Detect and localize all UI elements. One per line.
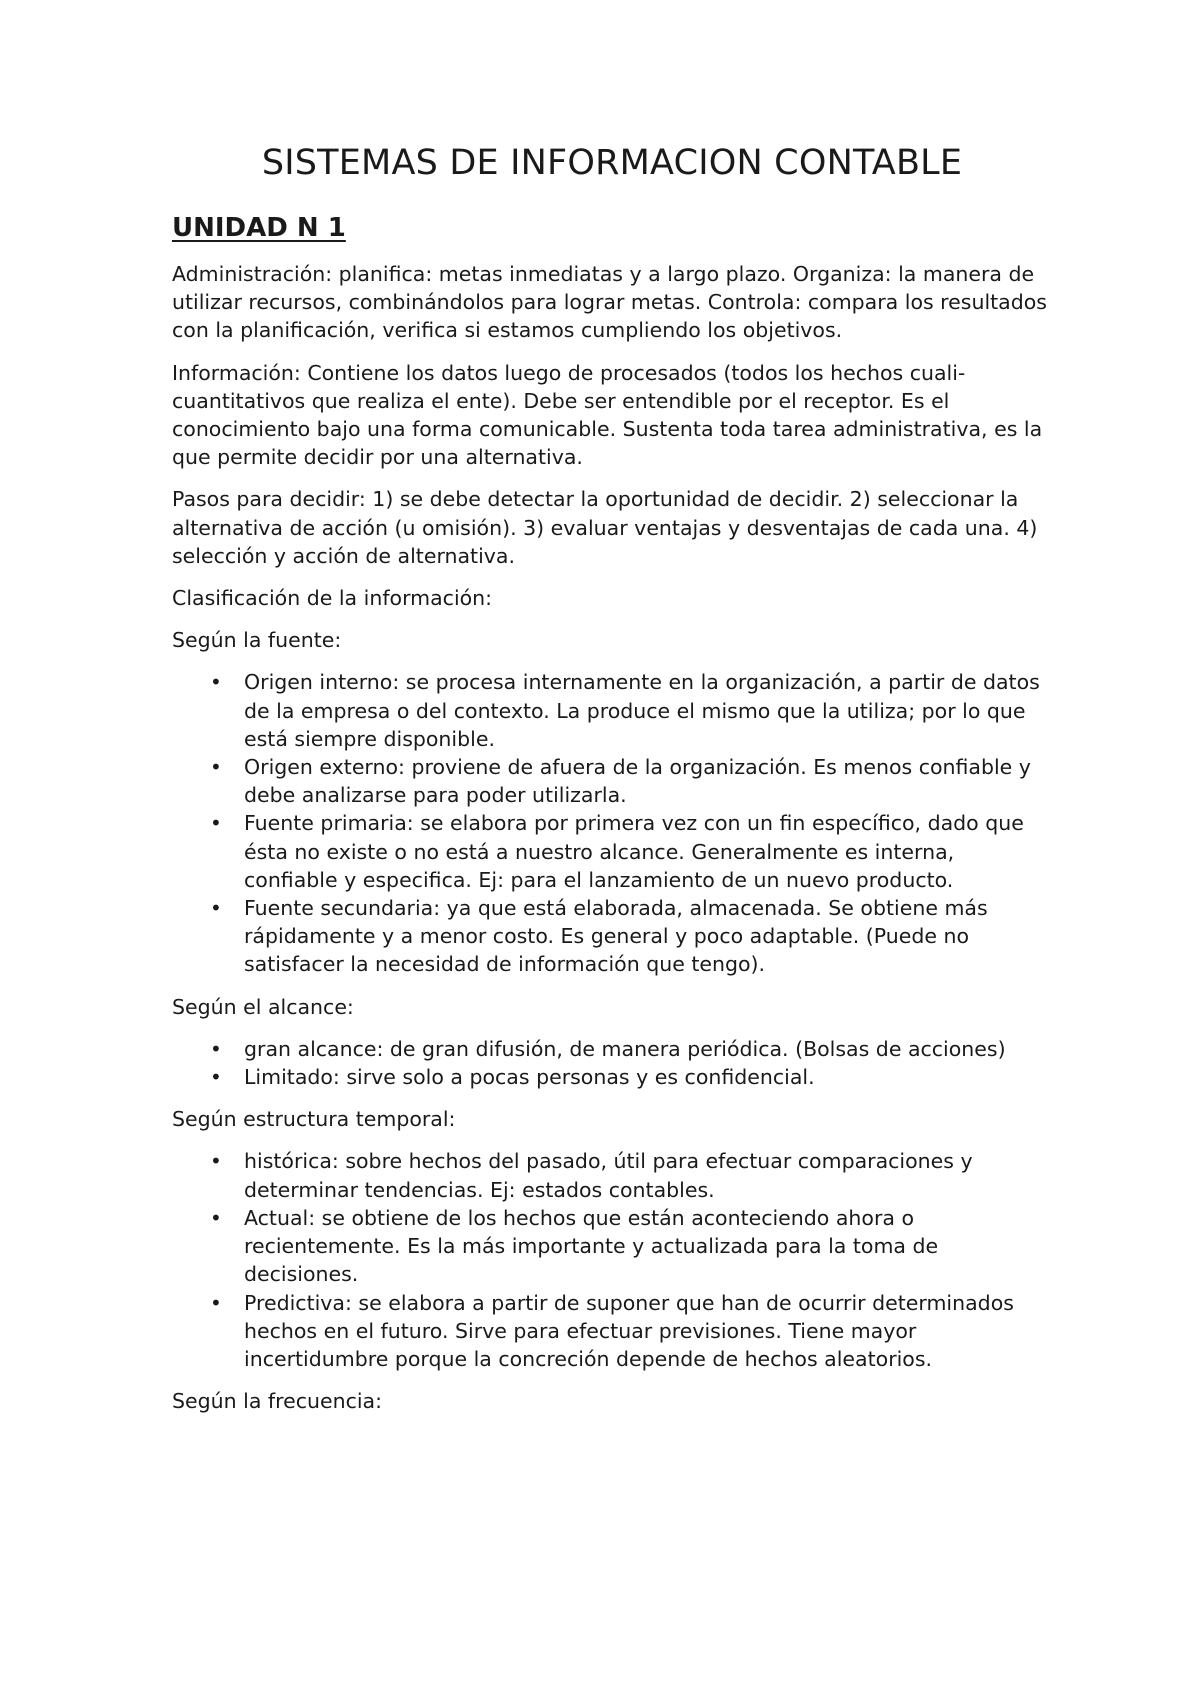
list-alcance xyxy=(172,1035,1052,1091)
bullet-icon: • xyxy=(210,1065,222,1090)
list-fuente xyxy=(172,668,1052,978)
list-item xyxy=(172,753,1052,809)
list-item xyxy=(172,1147,1052,1203)
paragraph-informacion: Información: Contiene los datos luego de procesados (todos los hechos cuali-cuantitativos que realiza el ente). Debe ser entendible por el receptor. Es el conocimiento bajo una forma comunicable. Sustenta toda tarea administrativa, es la que permite decidir por una alternativa. xyxy=(172,360,1043,470)
list-item-text: Predictiva: se elabora a partir de suponer que han de ocurrir determinados hechos en el futuro. Sirve para efectuar previsiones. Tiene mayor incertidumbre porque la concreción depende de hechos aleatorios. xyxy=(244,1290,1014,1371)
bullet-icon: • xyxy=(210,1149,222,1174)
list-item xyxy=(172,668,1052,753)
bullet-icon: • xyxy=(210,811,222,836)
subheading-segun-frecuencia: Según la frecuencia: xyxy=(172,1389,383,1414)
list-item xyxy=(172,1063,1052,1091)
bullet-icon: • xyxy=(210,896,222,921)
unit-heading: UNIDAD N 1 xyxy=(172,213,346,243)
bullet-icon: • xyxy=(210,1036,222,1061)
list-item xyxy=(172,894,1052,979)
paragraph-administracion: Administración: planifica: metas inmediatas y a largo plazo. Organiza: la manera de utilizar recursos, combinándolos para lograr metas. Controla: compara los resultados con la planificación, verifica si estamos cumpliendo los objetivos. xyxy=(172,262,1047,343)
list-item-text: Origen interno: se procesa internamente en la organización, a partir de datos de la empresa o del contexto. La produce el mismo que la utiliza; por lo que está siempre disponible. xyxy=(244,670,1040,751)
bullet-icon: • xyxy=(210,1205,222,1230)
list-temporal xyxy=(172,1147,1052,1373)
list-item xyxy=(172,1289,1052,1374)
subheading-segun-alcance: Según el alcance: xyxy=(172,994,354,1019)
list-item-text: Limitado: sirve solo a pocas personas y es confidencial. xyxy=(244,1065,815,1090)
bullet-icon: • xyxy=(210,1290,222,1315)
paragraph-pasos: Pasos para decidir: 1) se debe detectar la oportunidad de decidir. 2) seleccionar la alternativa de acción (u omisión). 3) evaluar ventajas y desventajas de cada una. 4) selección y acción de alternativa. xyxy=(172,487,1038,568)
subheading-segun-fuente: Según la fuente: xyxy=(172,628,342,653)
list-item-text: histórica: sobre hechos del pasado, útil para efectuar comparaciones y determinar tendencias. Ej: estados contables. xyxy=(244,1149,973,1202)
bullet-icon: • xyxy=(210,755,222,780)
list-item-text: Fuente primaria: se elabora por primera vez con un fin específico, dado que ésta no existe o no está a nuestro alcance. Generalmente es interna, confiable y especifica. Ej: para el lanzamiento de un nuevo producto. xyxy=(244,811,1024,892)
list-item-text: gran alcance: de gran difusión, de manera periódica. (Bolsas de acciones) xyxy=(244,1036,1006,1061)
list-item xyxy=(172,1035,1052,1063)
bullet-icon: • xyxy=(210,670,222,695)
paragraph-clasificacion: Clasificación de la información: xyxy=(172,586,493,611)
list-item-text: Origen externo: proviene de afuera de la organización. Es menos confiable y debe analizarse para poder utilizarla. xyxy=(244,755,1031,808)
list-item xyxy=(172,1204,1052,1289)
list-item-text: Actual: se obtiene de los hechos que están aconteciendo ahora o recientemente. Es la más importante y actualizada para la toma de decisiones. xyxy=(244,1205,939,1287)
document-title: SISTEMAS DE INFORMACION CONTABLE xyxy=(261,143,963,183)
list-item-text: Fuente secundaria: ya que está elaborada, almacenada. Se obtiene más rápidamente y a menor costo. Es general y poco adaptable. (Puede no satisfacer la necesidad de información que tengo). xyxy=(244,896,988,977)
document-page xyxy=(172,140,1052,1429)
list-item xyxy=(172,809,1052,894)
subheading-segun-temporal: Según estructura temporal: xyxy=(172,1107,456,1132)
